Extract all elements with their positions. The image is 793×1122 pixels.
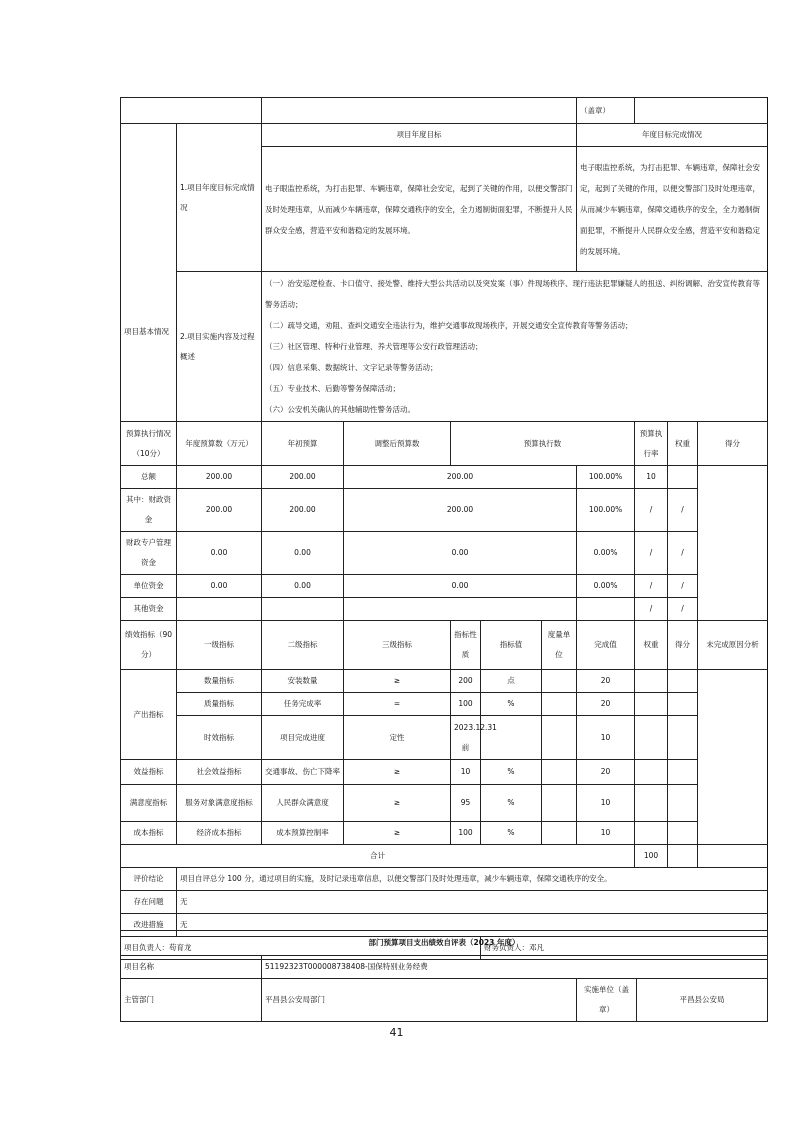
- level3-indicator: 人民群众满意度: [262, 785, 344, 822]
- perf-header: 三级指标: [344, 621, 451, 670]
- completed-value: [542, 785, 577, 822]
- total-label: 合计: [121, 845, 635, 868]
- adjusted-budget: 0.00: [262, 532, 344, 575]
- completed-value: [542, 716, 577, 760]
- score: [668, 466, 698, 489]
- goal-label: 1.项目年度目标完成情况: [177, 124, 262, 272]
- budget-row: [121, 532, 768, 575]
- indicator-nature: =: [344, 693, 451, 716]
- budget-row: [121, 489, 768, 532]
- reason-analysis: [668, 693, 698, 716]
- executed-budget: 200.00: [344, 466, 577, 489]
- weight: /: [635, 598, 668, 621]
- executed-budget: 0.00: [344, 575, 577, 598]
- perf-header: 得分: [668, 621, 698, 670]
- perf-header: 指标性质: [451, 621, 481, 670]
- level1-indicator: 成本指标: [121, 822, 177, 845]
- empty-cell: [635, 98, 768, 124]
- budget-header: 调整后预算数: [344, 422, 451, 466]
- budget-row: [121, 598, 768, 621]
- level2-indicator: 数量指标: [177, 670, 262, 693]
- impl-item: （六）公安机关确认的其他辅助性警务活动。: [265, 405, 415, 414]
- indicator-nature: 定性: [344, 716, 451, 760]
- score: [635, 822, 668, 845]
- perf-header: 度量单位: [542, 621, 577, 670]
- execution-rate: 100.00%: [577, 489, 635, 532]
- dept-label: 主管部门: [121, 979, 262, 1022]
- completed-value: [542, 670, 577, 693]
- level3-indicator: 交通事故、伤亡下降率: [262, 760, 344, 785]
- adjusted-budget: [262, 598, 344, 621]
- score: [635, 760, 668, 785]
- score: /: [668, 489, 698, 532]
- perf-header: 完成值: [577, 621, 635, 670]
- impl-label: 2.项目实施内容及过程概述: [177, 272, 262, 422]
- header-row: [121, 98, 768, 124]
- perf-row: [121, 785, 768, 822]
- weight: 10: [577, 822, 635, 845]
- budget-header: 年度预算数（万元）: [177, 422, 262, 466]
- indicator-nature: ≥: [344, 822, 451, 845]
- problems-label: 存在问题: [121, 891, 177, 914]
- completed-value: [542, 822, 577, 845]
- level2-indicator: 社会效益指标: [177, 760, 262, 785]
- weight: 20: [577, 693, 635, 716]
- execution-rate: 0.00%: [577, 575, 635, 598]
- reason-analysis: [668, 760, 698, 785]
- score: [635, 716, 668, 760]
- total-weight: 100: [635, 845, 668, 868]
- total-row: [121, 845, 768, 868]
- budget-row-name: 财政专户管理资金: [121, 532, 177, 575]
- score: /: [668, 598, 698, 621]
- weight: /: [635, 575, 668, 598]
- score: [635, 670, 668, 693]
- improve-text: 无: [177, 914, 768, 937]
- initial-budget: 200.00: [177, 466, 262, 489]
- perf-row: [121, 670, 768, 693]
- empty-cell: [698, 845, 768, 868]
- score: [635, 693, 668, 716]
- unit-label: 实施单位（盖章）: [577, 979, 637, 1022]
- executed-budget: [344, 598, 577, 621]
- execution-rate: [577, 598, 635, 621]
- impl-item: （一）治安巡逻检查、卡口值守、接处警、维持大型公共活动以及突发案（事）件现场秩序、现行违法犯罪嫌疑人的扭送、纠纷调解、治安宣传教育等警务活动；: [265, 279, 760, 309]
- perf-header: 权重: [635, 621, 668, 670]
- executed-budget: 200.00: [344, 489, 577, 532]
- indicator-value: 95: [451, 785, 481, 822]
- weight: /: [635, 532, 668, 575]
- impl-content: [262, 272, 768, 422]
- project-name-value: 51192323T000008738408-国保特别业务经费: [262, 956, 768, 979]
- problems-text: 无: [177, 891, 768, 914]
- improve-label: 改进措施: [121, 914, 177, 937]
- level1-indicator: 满意度指标: [121, 785, 177, 822]
- budget-header: 预算执行数: [451, 422, 635, 466]
- indicator-value: 10: [451, 760, 481, 785]
- budget-row: [121, 466, 768, 489]
- perf-header: 指标值: [481, 621, 542, 670]
- weight: 10: [635, 466, 668, 489]
- next-table-title: 部门预算项目支出绩效自评表（2023 年度）: [121, 931, 768, 956]
- conclusion-text: 项目自评总分 100 分，通过项目的实施，及时记录违章信息，以便交警部门及时处理违章，减少车辆违章，保障交通秩序的安全。: [177, 868, 768, 891]
- goal-column-header: 项目年度目标: [262, 124, 577, 147]
- perf-row: [121, 693, 768, 716]
- budget-header: 得分: [698, 422, 768, 466]
- level2-indicator: 经济成本指标: [177, 822, 262, 845]
- impl-item: （五）专业技术、后勤等警务保障活动；: [265, 384, 400, 393]
- indicator-value: 2023.12.31前: [451, 716, 481, 760]
- initial-budget: [177, 598, 262, 621]
- adjusted-budget: 0.00: [262, 575, 344, 598]
- self-evaluation-table-continued: [120, 97, 768, 960]
- unit-value: 平昌县公安局: [637, 979, 768, 1022]
- budget-row: [121, 575, 768, 598]
- initial-budget: 200.00: [177, 489, 262, 532]
- level1-indicator: 产出指标: [121, 670, 177, 760]
- basic-info-label: 项目基本情况: [121, 124, 177, 422]
- budget-header-row: [121, 422, 768, 466]
- reason-analysis: [668, 670, 698, 693]
- perf-row: [121, 822, 768, 845]
- empty-cell: [668, 845, 698, 868]
- level3-indicator: 项目完成进度: [262, 716, 344, 760]
- project-lead: 项目负责人：苟育龙: [121, 937, 481, 960]
- page-number: 41: [389, 1026, 404, 1039]
- finance-lead: 财务负责人：邓凡: [481, 937, 768, 960]
- project-name-label: 项目名称: [121, 956, 262, 979]
- reason-cell: [698, 466, 768, 621]
- adjusted-budget: 200.00: [262, 489, 344, 532]
- perf-header: 二级指标: [262, 621, 344, 670]
- done-text: 电子眼监控系统，为打击犯罪、车辆违章，保障社会安定，起到了关键的作用，以便交警部门及时处理违章，从而减少车辆违章，保障交通秩序的安全，全力遏制街面犯罪，不断提升人民群众安全感，营造平安和谐稳定的发展环境。: [577, 147, 768, 272]
- perf-row: [121, 760, 768, 785]
- unit: %: [481, 822, 542, 845]
- perf-header: 一级指标: [177, 621, 262, 670]
- impl-item: （二）疏导交通，劝阻、查纠交通安全违法行为，维护交通事故现场秩序，开展交通安全宣传教育等警务活动；: [265, 321, 633, 330]
- budget-row-name: 总额: [121, 466, 177, 489]
- execution-rate: 0.00%: [577, 532, 635, 575]
- indicator-nature: ≥: [344, 760, 451, 785]
- execution-rate: 100.00%: [577, 466, 635, 489]
- reason-analysis: [668, 785, 698, 822]
- empty-cell: [262, 98, 577, 124]
- indicator-value: 100: [451, 693, 481, 716]
- initial-budget: 0.00: [177, 532, 262, 575]
- reason-analysis: [668, 716, 698, 760]
- unit: %: [481, 693, 542, 716]
- weight: /: [635, 489, 668, 532]
- impl-item: （四）信息采集、数据统计、文字记录等警务活动；: [265, 363, 438, 372]
- budget-header: 年初预算: [262, 422, 344, 466]
- perf-header-row: [121, 621, 768, 670]
- indicator-nature: ≥: [344, 785, 451, 822]
- stamp-label: （盖章）: [577, 98, 635, 124]
- indicator-nature: ≥: [344, 670, 451, 693]
- executed-budget: 0.00: [344, 532, 577, 575]
- initial-budget: 0.00: [177, 575, 262, 598]
- dept-value: 平昌县公安局部门: [262, 979, 577, 1022]
- perf-header: 未完成原因分析: [698, 621, 768, 670]
- level3-indicator: 任务完成率: [262, 693, 344, 716]
- level2-indicator: 时效指标: [177, 716, 262, 760]
- score: /: [668, 532, 698, 575]
- score: /: [668, 575, 698, 598]
- completed-value: [542, 693, 577, 716]
- budget-row-name: 单位资金: [121, 575, 177, 598]
- reason-analysis: [668, 822, 698, 845]
- unit: 点: [481, 670, 542, 693]
- weight: 20: [577, 670, 635, 693]
- weight: 10: [577, 716, 635, 760]
- budget-header: 权重: [668, 422, 698, 466]
- level2-indicator: 服务对象满意度指标: [177, 785, 262, 822]
- budget-header: 预算执行率: [635, 422, 668, 466]
- level3-indicator: 成本预算控制率: [262, 822, 344, 845]
- perf-row: [121, 716, 768, 760]
- budget-row-name: 其中：财政资金: [121, 489, 177, 532]
- next-evaluation-table: [120, 930, 768, 1022]
- goal-text: 电子眼监控系统，为打击犯罪、车辆违章，保障社会安定，起到了关键的作用，以便交警部门及时处理违章，从而减少车辆违章，保障交通秩序的安全，全力遏制街面犯罪，不断提升人民群众安全感，营造平安和谐稳定的发展环境。: [262, 147, 577, 272]
- level2-indicator: 质量指标: [177, 693, 262, 716]
- unit: %: [481, 760, 542, 785]
- budget-row-name: 其他资金: [121, 598, 177, 621]
- unit: %: [481, 785, 542, 822]
- perf-label: 绩效指标（90分）: [121, 621, 177, 670]
- impl-item: （三）社区管理、特种行业管理、养犬管理等公安行政管理活动；: [265, 342, 483, 351]
- weight: 20: [577, 760, 635, 785]
- indicator-value: 100: [451, 822, 481, 845]
- indicator-value: 200: [451, 670, 481, 693]
- score: [635, 785, 668, 822]
- level3-indicator: 安装数量: [262, 670, 344, 693]
- done-column-header: 年度目标完成情况: [577, 124, 768, 147]
- level1-indicator: 效益指标: [121, 760, 177, 785]
- completed-value: [542, 760, 577, 785]
- adjusted-budget: 200.00: [262, 466, 344, 489]
- empty-cell: [121, 98, 262, 124]
- budget-label: 预算执行情况（10分）: [121, 422, 177, 466]
- conclusion-label: 评价结论: [121, 868, 177, 891]
- weight: 10: [577, 785, 635, 822]
